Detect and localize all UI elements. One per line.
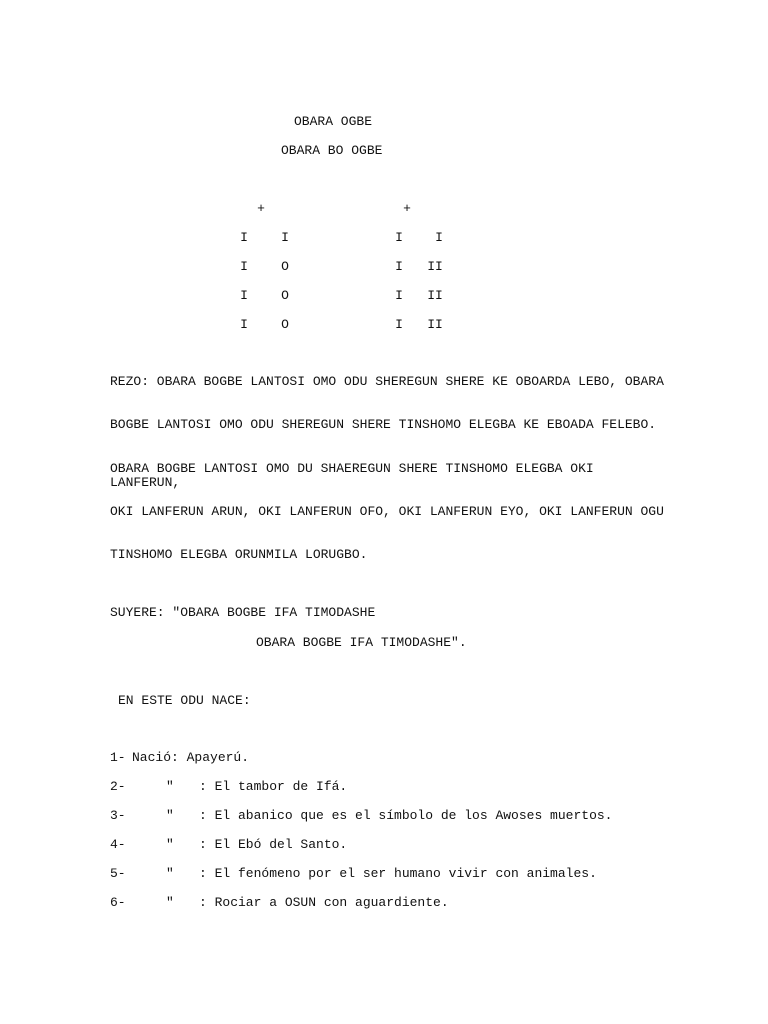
item-text: : El tambor de Ifá.: [199, 779, 348, 794]
page-subtitle: OBARA BO OGBE: [281, 143, 383, 158]
sign-right-mark: II: [427, 288, 443, 303]
item-ditto: ": [166, 808, 174, 823]
rezo-paragraph: BOGBE LANTOSI OMO ODU SHEREGUN SHERE TINSHOMO ELEGBA KE EBOADA FELEBO.: [110, 417, 657, 432]
sign-left-mark: I: [240, 317, 248, 332]
sign-right-mark: I: [395, 259, 403, 274]
item-number: 2-: [110, 779, 126, 794]
rezo-paragraph: OKI LANFERUN ARUN, OKI LANFERUN OFO, OKI LANFERUN EYO, OKI LANFERUN OGU: [110, 504, 664, 519]
sign-left-mark: O: [281, 288, 289, 303]
page-title: OBARA OGBE: [294, 114, 373, 129]
sign-left-mark: I: [240, 288, 248, 303]
rezo-paragraph: OBARA BOGBE LANTOSI OMO DU SHAEREGUN SHERE TINSHOMO ELEGBA OKI LANFERUN,: [110, 461, 594, 490]
sign-right-mark: II: [427, 259, 443, 274]
item-ditto: ": [166, 866, 174, 881]
item-ditto: ": [166, 837, 174, 852]
sign-right-plus: +: [403, 201, 411, 216]
sign-left-mark: O: [281, 317, 289, 332]
item-ditto: ": [166, 895, 174, 910]
item-text: : Rociar a OSUN con aguardiente.: [199, 895, 449, 910]
suyere-line: SUYERE: "OBARA BOGBE IFA TIMODASHE: [110, 605, 376, 620]
sign-right-mark: I: [395, 288, 403, 303]
item-number: 4-: [110, 837, 126, 852]
item-number: 3-: [110, 808, 126, 823]
item-text: : El fenómeno por el ser humano vivir con animales.: [199, 866, 597, 881]
sign-right-mark: I: [395, 317, 403, 332]
sign-left-mark: I: [281, 230, 289, 245]
rezo-paragraph: TINSHOMO ELEGBA ORUNMILA LORUGBO.: [110, 547, 368, 562]
sign-left-plus: +: [257, 201, 265, 216]
nace-heading: EN ESTE ODU NACE:: [118, 693, 251, 708]
item-number: 5-: [110, 866, 126, 881]
item-number: 6-: [110, 895, 126, 910]
rezo-paragraph: REZO: OBARA BOGBE LANTOSI OMO ODU SHEREGUN SHERE KE OBOARDA LEBO, OBARA: [110, 374, 664, 389]
sign-left-mark: I: [240, 230, 248, 245]
sign-left-mark: I: [240, 259, 248, 274]
item-ditto: ": [166, 779, 174, 794]
sign-left-mark: O: [281, 259, 289, 274]
item-text: : El Ebó del Santo.: [199, 837, 348, 852]
item-text: : El abanico que es el símbolo de los Awoses muertos.: [199, 808, 613, 823]
sign-right-mark: II: [427, 317, 443, 332]
sign-right-mark: I: [435, 230, 443, 245]
suyere-line: OBARA BOGBE IFA TIMODASHE".: [256, 635, 467, 650]
item-number: 1-: [110, 750, 126, 765]
sign-right-mark: I: [395, 230, 403, 245]
item-text: Nació: Apayerú.: [132, 750, 250, 765]
